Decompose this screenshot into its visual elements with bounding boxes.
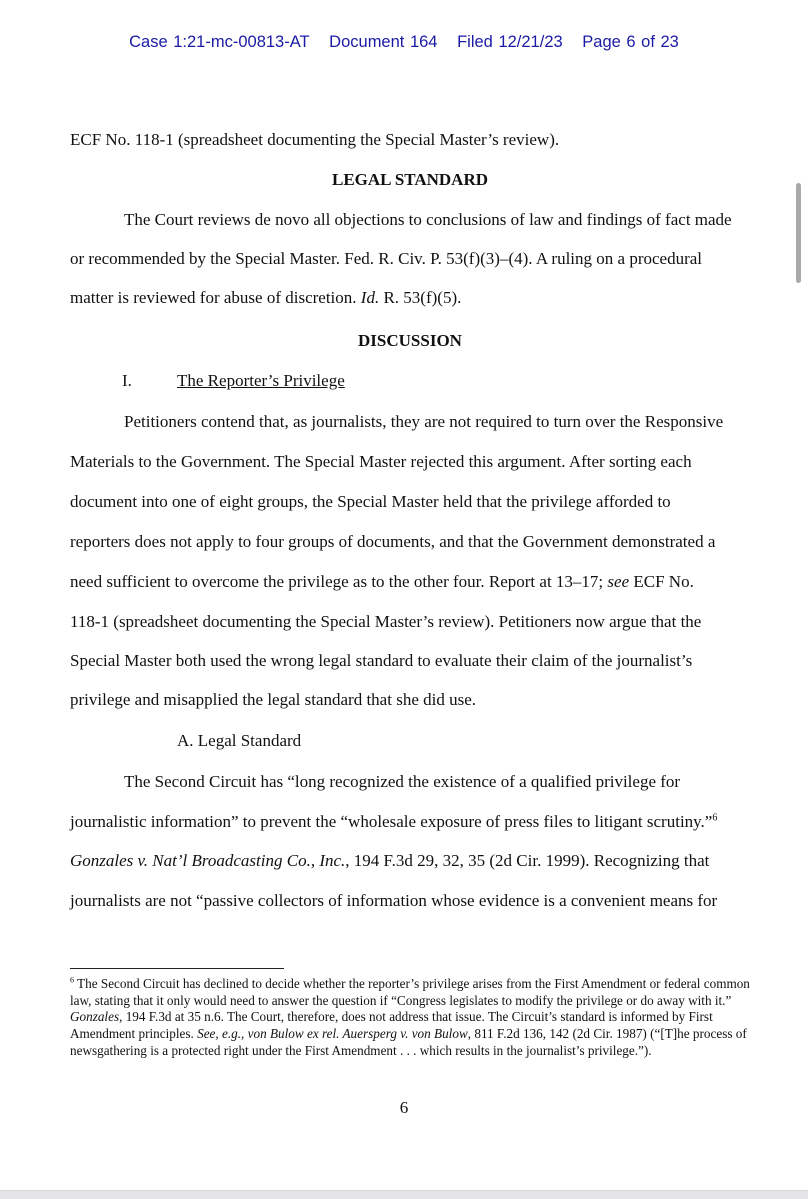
text: journalistic information” to prevent the “wholesale exposure of press files to litigant scrutiny.” (70, 812, 713, 831)
vertical-scrollbar[interactable] (796, 183, 801, 283)
footnote-6 (70, 976, 760, 1060)
body-line: or recommended by the Special Master. Fed. R. Civ. P. 53(f)(3)–(4). A ruling on a procedural (70, 249, 703, 268)
text: The Second Circuit has declined to decide whether the reporter’s privilege arises from the First Amendment or federal common law, stating that it only would need to answer the question if “Congress legislates to modify the privilege or do away with it.” (70, 976, 750, 1008)
bottom-toolbar-edge (0, 1190, 808, 1199)
body-line (70, 572, 694, 592)
page-number: 6 (399, 1098, 409, 1117)
text: R. 53(f)(5). (379, 288, 462, 307)
case-number: Case 1:21-mc-00813-AT (129, 33, 310, 51)
text: ECF No. (629, 572, 694, 591)
body-line (70, 288, 461, 308)
text: , 194 F.3d at 35 n.6. The Court, therefore, does not address that issue. The Circuit’s standard is informed by First Amendment principles. (70, 1009, 713, 1042)
pacer-header (0, 33, 808, 52)
body-line: The Second Circuit has “long recognized the existence of a qualified privilege for (124, 772, 681, 791)
body-line: journalists are not “passive collectors of information whose evidence is a convenient means for (70, 891, 718, 910)
body-line: reporters does not apply to four groups of documents, and that the Government demonstrated a (70, 532, 716, 551)
body-line: Special Master both used the wrong legal standard to evaluate their claim of the journalist’s (70, 651, 693, 670)
legal-standard-heading: LEGAL STANDARD (331, 170, 489, 189)
text: matter is reviewed for abuse of discretion. (70, 288, 361, 307)
section-number: I. (122, 371, 132, 390)
body-line: ECF No. 118-1 (spreadsheet documenting the Special Master’s review). (70, 130, 560, 149)
case-citation: Gonzales v. Nat’l Broadcasting Co., Inc. (70, 851, 346, 870)
citation-id: Id. (360, 288, 380, 307)
body-line: document into one of eight groups, the Special Master held that the privilege afforded to (70, 492, 671, 511)
body-line: The Court reviews de novo all objections to conclusions of law and findings of fact made (124, 210, 732, 229)
footnote-ref[interactable]: 6 (712, 812, 718, 824)
body-line: privilege and misapplied the legal standard that she did use. (70, 690, 476, 709)
page-count: Page 6 of 23 (582, 33, 679, 51)
text: , 811 F.2d 136, 142 (2d Cir. 1987) (“[T]he process of newsgathering is a protected right under the First Amendment . . . which results in the journalist’s privilege.”). (70, 1026, 747, 1058)
footnote-divider (70, 968, 284, 969)
signal: See, e.g. (197, 1026, 242, 1042)
case-citation: Gonzales (70, 1009, 120, 1025)
filed-date: Filed 12/21/23 (457, 33, 563, 51)
subsection-heading: A. Legal Standard (177, 731, 302, 750)
document-number: Document 164 (329, 33, 438, 51)
case-citation: von Bulow ex rel. Auersperg v. von Bulow (247, 1026, 468, 1042)
text: , 194 F.3d 29, 32, 35 (2d Cir. 1999). Recognizing that (345, 851, 710, 870)
body-line: Petitioners contend that, as journalists, they are not required to turn over the Responsive (124, 412, 724, 431)
signal-see: see (607, 572, 630, 591)
body-line (70, 812, 717, 832)
section-title: The Reporter’s Privilege (177, 371, 345, 390)
text: need sufficient to overcome the privilege as to the other four. Report at 13–17; (70, 572, 608, 591)
body-line (70, 851, 709, 871)
text: , (241, 1026, 248, 1042)
body-line: 118-1 (spreadsheet documenting the Special Master’s review). Petitioners now argue that the (70, 612, 702, 631)
footnote-number: 6 (70, 975, 74, 985)
discussion-heading: DISCUSSION (358, 331, 462, 350)
body-line: Materials to the Government. The Special Master rejected this argument. After sorting each (70, 452, 692, 471)
